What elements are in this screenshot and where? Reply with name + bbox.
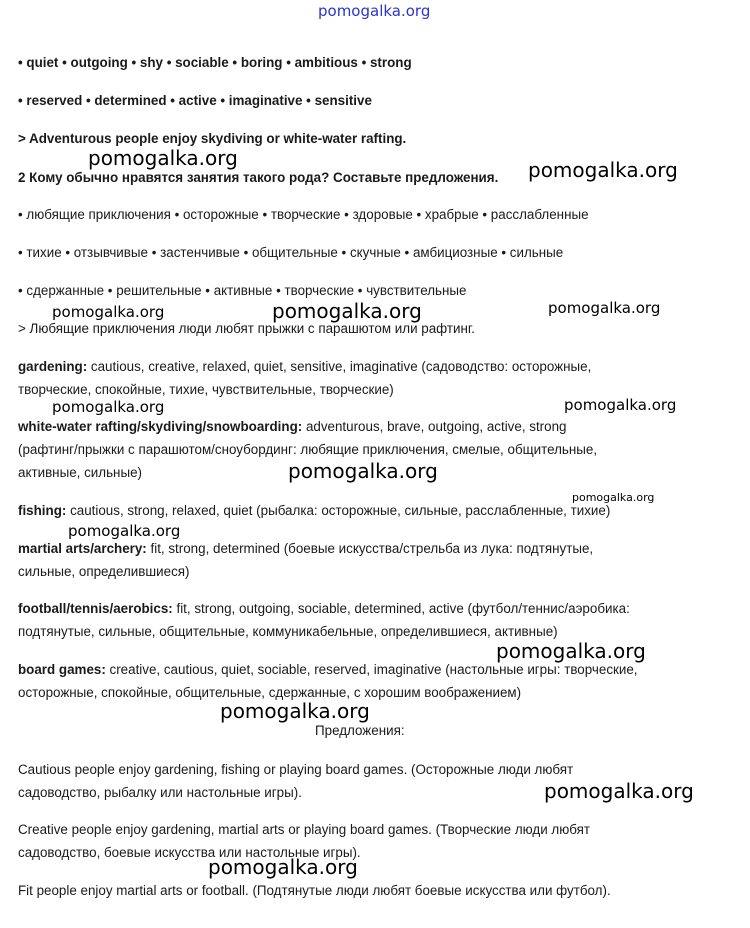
activity-text: cautious, creative, relaxed, quiet, sensitive, imaginative (садоводство: осторожные, xyxy=(87,359,592,374)
activity-term: fishing: xyxy=(18,503,67,518)
watermark: pomogalka.org xyxy=(52,398,165,416)
adjective-list-line-1: • quiet • outgoing • shy • sociable • boring • ambitious • strong xyxy=(18,55,412,70)
activity-football-cont: подтянутые, сильные, общительные, коммуникабельные, определившиеся, активные) xyxy=(18,624,558,639)
sentence-1-cont: садоводство, рыбалку или настольные игры). xyxy=(18,785,302,800)
activity-martial-arts-cont: сильные, определившиеся) xyxy=(18,564,190,579)
example-sentence: > Adventurous people enjoy skydiving or white-water rafting. xyxy=(18,131,407,146)
watermark: pomogalka.org xyxy=(496,639,646,663)
watermark: pomogalka.org xyxy=(564,396,677,414)
watermark: pomogalka.org xyxy=(68,522,181,540)
sentence-2-cont: садоводство, боевые искусства или настольные игры). xyxy=(18,845,361,860)
watermark: pomogalka.org xyxy=(288,459,438,483)
russian-list-line-2: • тихие • отзывчивые • застенчивые • общительные • скучные • амбициозные • сильные xyxy=(18,245,564,260)
watermark: pomogalka.org xyxy=(272,299,422,323)
activity-term: gardening: xyxy=(18,359,88,374)
activity-text: fit, strong, determined (боевые искусства/стрельба из лука: подтянутые, xyxy=(146,541,594,556)
activity-term: football/tennis/aerobics: xyxy=(18,601,173,616)
sentence-2: Creative people enjoy gardening, martial arts or playing board games. (Творческие люди любят xyxy=(18,822,591,837)
russian-list-line-3: • сдержанные • решительные • активные • творческие • чувствительные xyxy=(18,283,467,298)
activity-rafting xyxy=(18,415,566,438)
activity-term: board games: xyxy=(18,662,106,677)
activity-football xyxy=(18,597,630,620)
russian-list-line-1: • любящие приключения • осторожные • творческие • здоровые • храбрые • расслабленные xyxy=(18,207,589,222)
watermark: pomogalka.org xyxy=(544,779,694,803)
activity-term: white-water rafting/skydiving/snowboarding: xyxy=(18,419,303,434)
activity-term: martial arts/archery: xyxy=(18,541,147,556)
watermark: pomogalka.org xyxy=(572,491,655,504)
activity-rafting-cont-1: (рафтинг/прыжки с парашютом/сноубординг: любящие приключения, смелые, общительные, xyxy=(18,442,598,457)
watermark: pomogalka.org xyxy=(88,146,238,170)
activity-gardening-cont: творческие, спокойные, тихие, чувствительные, творческие) xyxy=(18,382,394,397)
activity-rafting-cont-2: активные, сильные) xyxy=(18,465,142,480)
adjective-list-line-2: • reserved • determined • active • imaginative • sensitive xyxy=(18,93,372,108)
activity-text: cautious, strong, relaxed, quiet (рыбалка: осторожные, сильные, расслабленные, тихие) xyxy=(66,503,611,518)
sentence-1: Cautious people enjoy gardening, fishing or playing board games. (Осторожные люди любят xyxy=(18,762,574,777)
activity-board-games-cont: осторожные, спокойные, общительные, сдержанные, с хорошим воображением) xyxy=(18,685,522,700)
watermark: pomogalka.org xyxy=(548,299,661,317)
sentences-heading: Предложения: xyxy=(315,723,405,738)
activity-text: adventurous, brave, outgoing, active, strong xyxy=(302,419,567,434)
watermark: pomogalka.org xyxy=(208,855,358,879)
activity-text: fit, strong, outgoing, sociable, determined, active (футбол/теннис/аэробика: xyxy=(172,601,630,616)
watermark: pomogalka.org xyxy=(528,158,678,182)
sentence-3: Fit people enjoy martial arts or football. (Подтянутые люди любят боевые искусства или футбол). xyxy=(18,883,611,898)
activity-fishing xyxy=(18,499,610,522)
activity-gardening xyxy=(18,355,591,378)
task-heading: 2 Кому обычно нравятся занятия такого рода? Составьте предложения. xyxy=(18,170,499,185)
activity-martial-arts xyxy=(18,537,593,560)
russian-example-sentence: > Любящие приключения люди любят прыжки с парашютом или рафтинг. xyxy=(18,321,475,336)
watermark: pomogalka.org xyxy=(220,699,370,723)
activity-text: creative, cautious, quiet, sociable, reserved, imaginative (настольные игры: творческие, xyxy=(105,662,638,677)
site-watermark-top[interactable]: pomogalka.org xyxy=(318,2,431,20)
watermark: pomogalka.org xyxy=(52,303,165,321)
